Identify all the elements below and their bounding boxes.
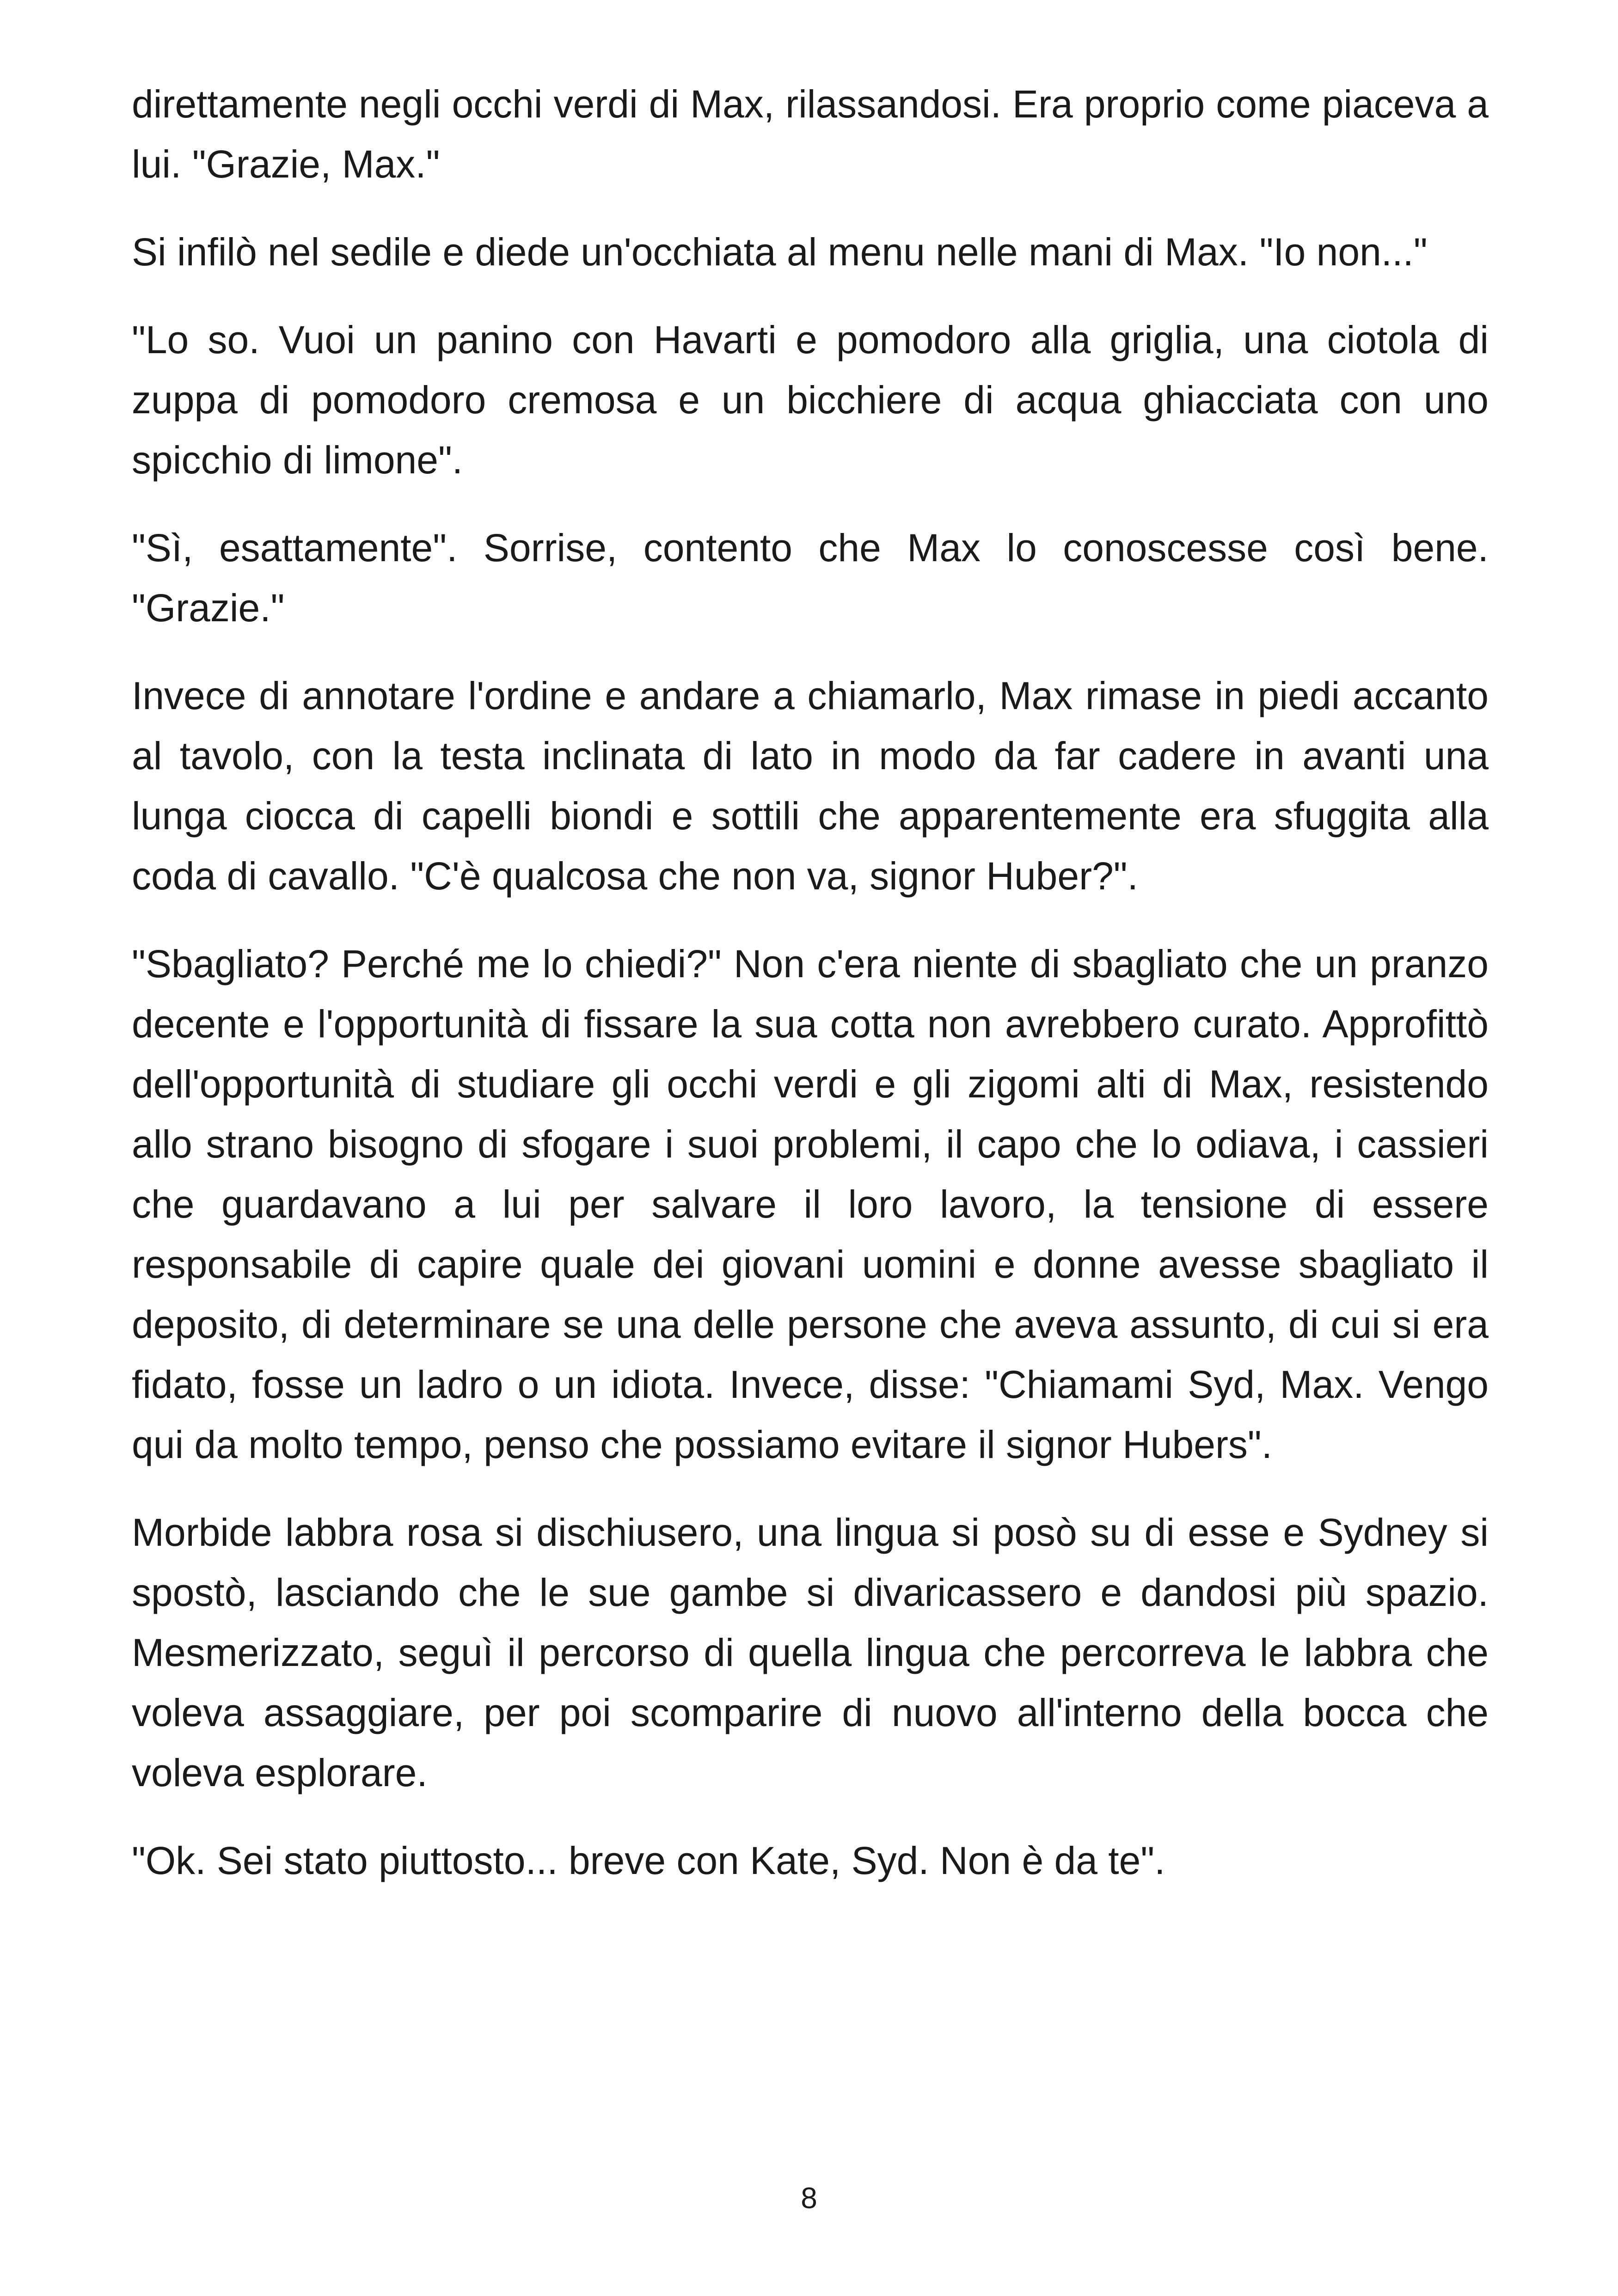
- paragraph: Si infilò nel sedile e diede un'occhiata al menu nelle mani di Max. "Io non...": [132, 230, 1428, 274]
- paragraph: "Lo so. Vuoi un panino con Havarti e pomodoro alla griglia, una ciotola di zuppa di pomodoro cremosa e un bicchiere di acqua ghiacciata con uno spicchio di limone".: [132, 318, 1489, 482]
- paragraph: "Sbagliato? Perché me lo chiedi?" Non c'era niente di sbagliato che un pranzo decente e l'opportunità di fissare la sua cotta non avrebbero curato. Approfittò dell'opportunità di studiare gli occhi verdi e gli zigomi alti di Max, resistendo allo strano bisogno di sfogare i suoi problemi, il capo che lo odiava, i cassieri che guardavano a lui per salvare il loro lavoro, la tensione di essere responsabile di capire quale dei giovani uomini e donne avesse sbagliato il deposito, di determinare se una delle persone che aveva assunto, di cui si era fidato, fosse un ladro o un idiota. Invece, disse: "Chiamami Syd, Max. Vengo qui da molto tempo, penso che possiamo evitare il signor Hubers".: [132, 942, 1489, 1466]
- paragraph: direttamente negli occhi verdi di Max, rilassandosi. Era proprio come piaceva a lui. "Grazie, Max.": [132, 82, 1489, 186]
- paragraph: Invece di annotare l'ordine e andare a chiamarlo, Max rimase in piedi accanto al tavolo, con la testa inclinata di lato in modo da far cadere in avanti una lunga ciocca di capelli biondi e sottili che apparentemente era sfuggita alla coda di cavallo. "C'è qualcosa che non va, signor Huber?".: [132, 674, 1489, 898]
- paragraph: "Sì, esattamente". Sorrise, contento che Max lo conoscesse così bene. "Grazie.": [132, 526, 1489, 630]
- page-number: 8: [801, 2181, 817, 2215]
- paragraph: "Ok. Sei stato piuttosto... breve con Kate, Syd. Non è da te".: [132, 1839, 1165, 1882]
- paragraph: Morbide labbra rosa si dischiusero, una lingua si posò su di esse e Sydney si spostò, lasciando che le sue gambe si divaricassero e dandosi più spazio. Mesmerizzato, seguì il percorso di quella lingua che percorreva le labbra che voleva assaggiare, per poi scomparire di nuovo all'interno della bocca che voleva esplorare.: [132, 1511, 1489, 1794]
- body-text: [132, 74, 1489, 1918]
